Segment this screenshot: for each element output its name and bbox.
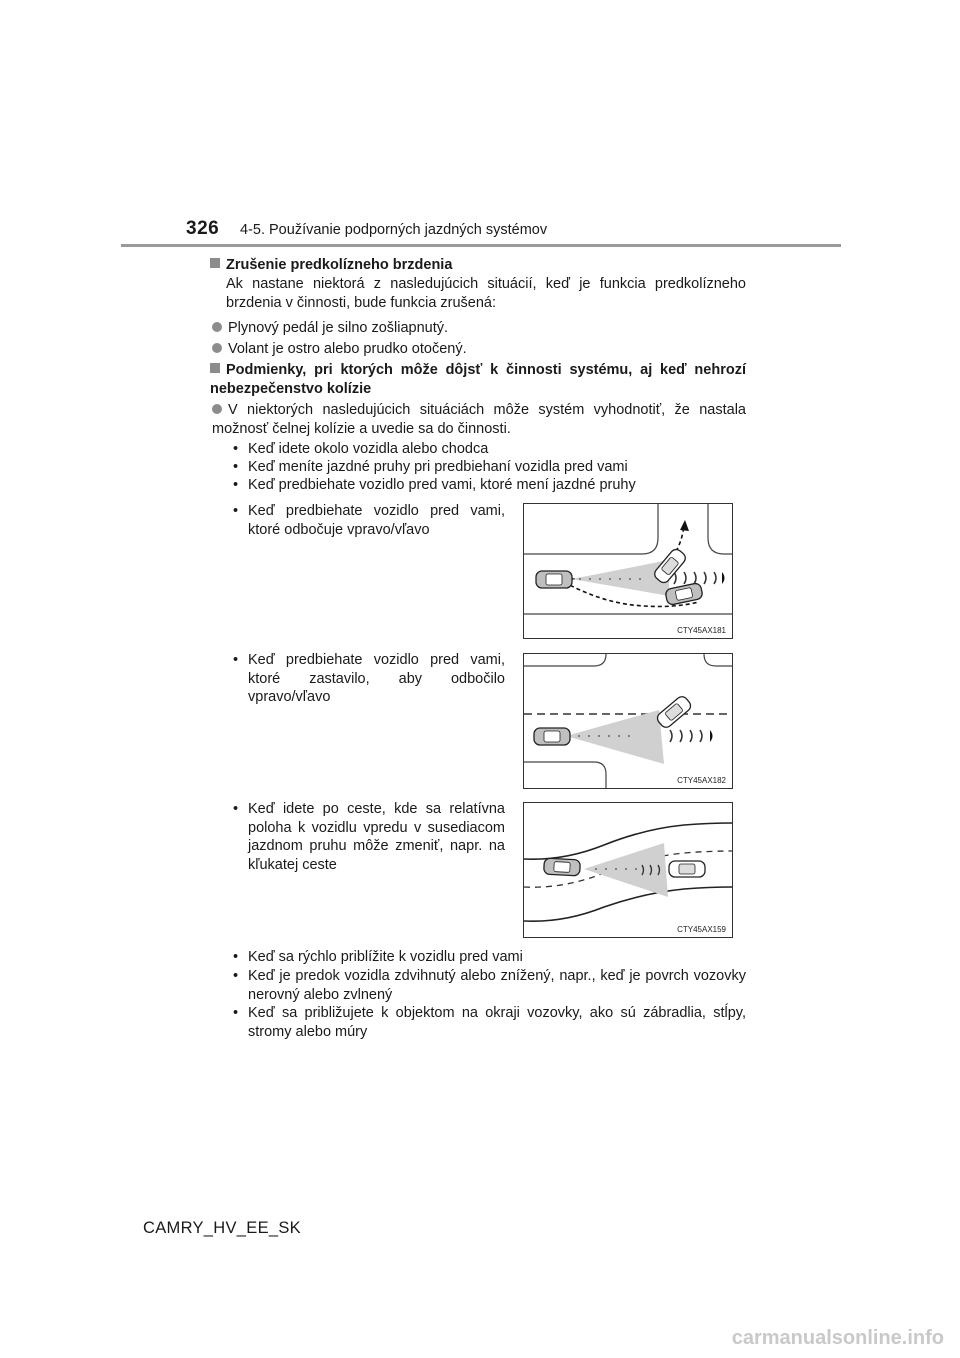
square-bullet-icon xyxy=(210,258,220,268)
list-item: • Keď idete po ceste, kde sa relatívna poloha k vozidlu vpredu v susediacom jazdnom pruhu môže zmeniť, napr. na kľukatej ceste xyxy=(233,801,505,873)
list-item: Volant je ostro alebo prudko otočený. xyxy=(212,340,746,359)
figure-code: CTY45AX159 xyxy=(677,925,726,934)
list-item: • Keď predbiehate vozidlo pred vami, ktoré odbočuje vpravo/vľavo xyxy=(233,503,505,538)
section-heading-conditions: Podmienky, pri ktorých môže dôjsť k činnosti systému, aj keď nehrozí nebezpečenstvo kolízie xyxy=(210,362,746,397)
list-item: • Keď sa približujete k objektom na okraji vozovky, ako sú zábradlia, stĺpy, stromy alebo múry xyxy=(233,1005,746,1040)
section-intro: Ak nastane niektorá z nasledujúcich situácií, keď je funkcia predkolízneho brzdenia v činnosti, bude funkcia zrušená: xyxy=(226,276,746,311)
chapter-title: 4-5. Používanie podporných jazdných systémov xyxy=(240,222,548,238)
illustration-turn xyxy=(524,504,732,638)
section-heading-cancel: Zrušenie predkolízneho brzdenia xyxy=(210,256,746,275)
header-rule xyxy=(121,244,841,247)
circle-bullet-icon xyxy=(212,343,222,353)
figure-turning-vehicle xyxy=(523,503,733,639)
list-item: • Keď predbiehate vozidlo pred vami, ktoré zastavilo, aby odbočilo vpravo/vľavo xyxy=(233,652,505,705)
illustration-curve xyxy=(524,803,732,937)
figure-curved-road xyxy=(523,802,733,938)
illustration-stopped xyxy=(524,654,732,788)
list-item: • Keď idete okolo vozidla alebo chodca xyxy=(233,441,489,457)
list-item: • Keď meníte jazdné pruhy pri predbiehaní vozidla pred vami xyxy=(233,459,628,475)
circle-bullet-icon xyxy=(212,322,222,332)
square-bullet-icon xyxy=(210,363,220,373)
list-item: • Keď je predok vozidla zdvihnutý alebo znížený, napr., keď je povrch vozovky nerovný alebo zvlnený xyxy=(233,968,746,1003)
list-item: • Keď predbiehate vozidlo pred vami, ktoré mení jazdné pruhy xyxy=(233,477,636,493)
page-number: 326 xyxy=(186,218,220,239)
watermark: carmanualsonline.info xyxy=(731,1327,944,1349)
list-item: Plynový pedál je silno zošliapnutý. xyxy=(212,319,746,338)
figure-code: CTY45AX182 xyxy=(677,776,726,785)
document-code: CAMRY_HV_EE_SK xyxy=(143,1219,301,1237)
list-item: • Keď sa rýchlo priblížite k vozidlu pred vami xyxy=(233,949,523,965)
list-item: V niektorých nasledujúcich situáciách môže systém vyhodnotiť, že nastala možnosť čelnej kolízie a uvedie sa do činnosti. xyxy=(212,402,746,437)
figure-stopped-vehicle xyxy=(523,653,733,789)
circle-bullet-icon xyxy=(212,404,222,414)
figure-code: CTY45AX181 xyxy=(677,626,726,635)
